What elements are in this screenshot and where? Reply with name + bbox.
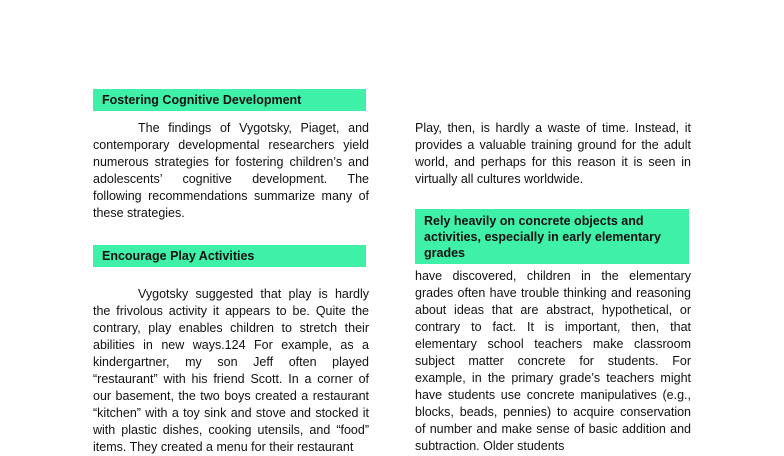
intro-paragraph: The findings of Vygotsky, Piaget, and contemporary developmental researchers yield numerous strategies for fostering children’s and adolescents’ cognitive development. The following recommendations summarize many of these strategies.	[93, 121, 369, 220]
play-paragraph: Vygotsky suggested that play is hardly the frivolous activity it appears to be. Quite the contrary, play enables children to stretch their abilities in new ways.124 For example, as a kindergartner, my son Jeff often played “restaurant” with his friend Scott. In a corner of our basement, the two boys created a restaurant “kitchen” with a toy sink and stove and stocked it with plastic dishes, cooking utensils, and “food” items. They created a menu for their restaurant	[93, 287, 369, 454]
concrete-objects-paragraph: have discovered, children in the elementary grades often have trouble thinking and reasoning about ideas that are abstract, hypothetical, or contrary to fact. It is important, then, that elementary school teachers make classroom subject matter concrete for students. For example, in the primary grade’s teachers might have students use concrete manipulatives (e.g., blocks, beads, pennies) to acquire conservation of number and make sense of basic addition and subtraction. Older students	[415, 269, 691, 453]
section-heading-fostering-cognitive-development: Fostering Cognitive Development	[93, 89, 366, 111]
section-heading-encourage-play: Encourage Play Activities	[93, 245, 366, 267]
play-conclusion-paragraph: Play, then, is hardly a waste of time. Instead, it provides a valuable training ground for the adult world, and perhaps for this reason it is seen in virtually all cultures worldwide.	[415, 121, 691, 186]
section-heading-concrete-objects: Rely heavily on concrete objects and activities, especially in early elementary grades	[415, 209, 689, 264]
